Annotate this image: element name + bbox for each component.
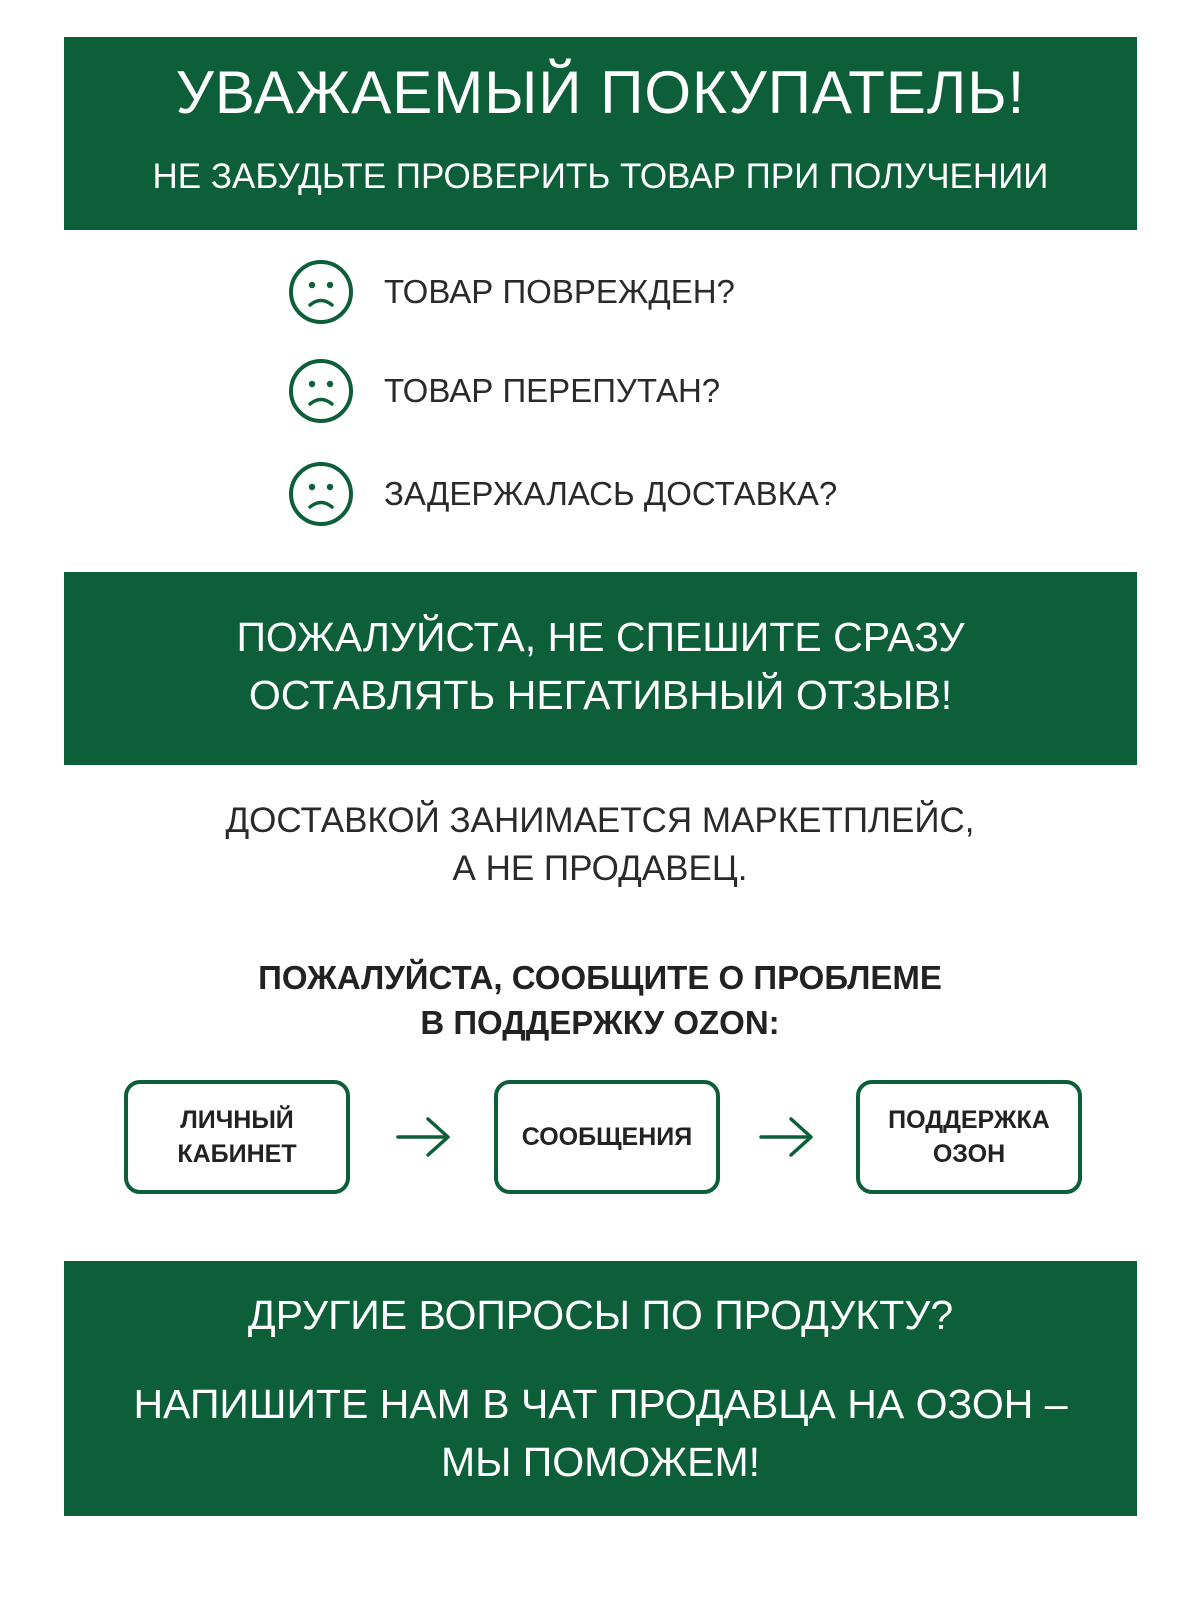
issue-label: ЗАДЕРЖАЛАСЬ ДОСТАВКА? [384,475,838,512]
step-ozon-support [856,1080,1082,1194]
footer-answer [64,1375,1137,1491]
step-label-line: ПОДДЕРЖКА [888,1106,1050,1134]
footer-question: ДРУГИЕ ВОПРОСЫ ПО ПРОДУКТУ? [247,1292,954,1338]
report-prompt-line: ПОЖАЛУЙСТА, СООБЩИТЕ О ПРОБЛЕМЕ [258,959,942,996]
warning-line: ПОЖАЛУЙСТА, НЕ СПЕШИТЕ СРАЗУ [236,614,965,660]
issue-label: ТОВАР ПОВРЕЖДЕН? [384,273,735,310]
footer-banner [64,1261,1137,1516]
step-label-line: ОЗОН [932,1140,1006,1168]
issue-item-delayed [288,458,837,530]
delivery-note-line: ДОСТАВКОЙ ЗАНИМАЕТСЯ МАРКЕТПЛЕЙС, [225,801,975,840]
warning-line: ОСТАВЛЯТЬ НЕГАТИВНЫЙ ОТЗЫВ! [248,672,953,718]
issue-item-damaged [288,256,735,328]
step-messages [494,1080,720,1194]
delivery-note-line: А НЕ ПРОДАВЕЦ. [452,849,748,888]
arrow-right-icon [394,1113,454,1161]
delivery-note [0,797,1200,893]
header-banner [64,37,1137,230]
header-subtitle: НЕ ЗАБУДЬТЕ ПРОВЕРИТЬ ТОВАР ПРИ ПОЛУЧЕНИИ [152,157,1049,196]
step-personal-account [124,1080,350,1194]
header-title: УВАЖАЕМЫЙ ПОКУПАТЕЛЬ! [175,59,1026,126]
sad-face-icon [288,259,354,325]
warning-banner [64,572,1137,765]
step-label-line: СООБЩЕНИЯ [521,1123,693,1151]
arrow-right-icon [757,1113,817,1161]
issue-item-mixed-up [288,355,720,427]
step-label-line: КАБИНЕТ [177,1140,297,1168]
footer-answer-line: НАПИШИТЕ НАМ В ЧАТ ПРОДАВЦА НА ОЗОН – [133,1381,1068,1427]
sad-face-icon [288,461,354,527]
sad-face-icon [288,358,354,424]
report-prompt [0,955,1200,1045]
step-label-line: ЛИЧНЫЙ [180,1106,294,1134]
footer-answer-line: МЫ ПОМОЖЕМ! [440,1439,761,1485]
report-prompt-line: В ПОДДЕРЖКУ OZON: [420,1004,780,1041]
issue-label: ТОВАР ПЕРЕПУТАН? [384,372,721,409]
